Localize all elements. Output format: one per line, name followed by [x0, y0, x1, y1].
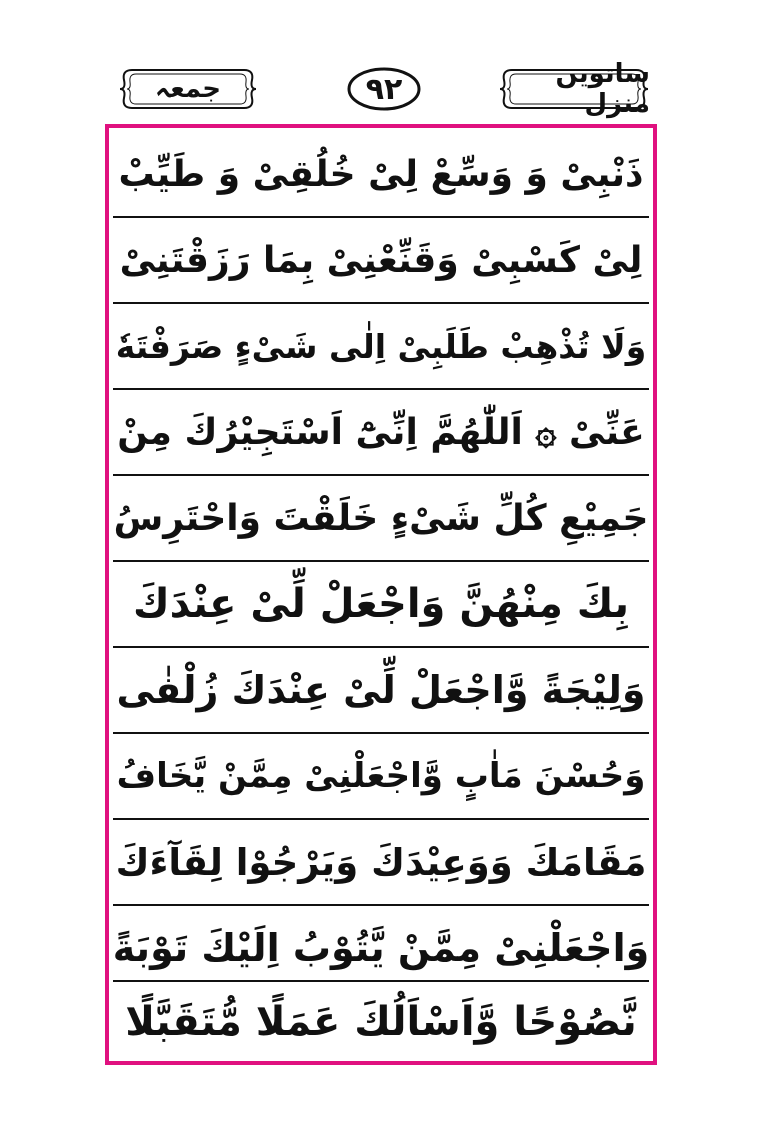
day-label-frame	[118, 64, 258, 114]
page-number-frame	[346, 66, 422, 112]
text-line-11: نَّصُوْحًا وَّاَسْاَلُكَ عَمَلًا مُّتَقَبَّلًا	[125, 999, 637, 1045]
manzil-label: ساتویں منزل	[555, 59, 650, 119]
page-number: ٩٢	[365, 71, 403, 107]
text-line-9: مَقَامَكَ وَوَعِیْدَكَ وَیَرْجُوْا لِقَآءَكَ	[115, 840, 647, 884]
text-line-5: جَمِیْعِ كُلِّ شَیْءٍ خَلَقْتَ وَاحْتَرِسُ	[113, 497, 649, 539]
text-line-2: لِیْ كَسْبِیْ وَقَنِّعْنِیْ بِمَا رَزَقْتَنِیْ	[119, 239, 643, 281]
text-line-6: بِكَ مِنْهُنَّ وَاجْعَلْ لِّیْ عِنْدَكَ	[132, 581, 630, 627]
page-header	[0, 58, 772, 122]
text-line-8: وَحُسْنَ مَاٰبٍ وَّاجْعَلْنِیْ مِمَّنْ یَّخَافُ	[116, 756, 646, 796]
text-line-4: عَنِّیْ ۞ اَللّٰهُمَّ اِنِّیْٓ اَسْتَجِیْرُكَ مِنْ	[117, 411, 645, 453]
text-frame	[105, 124, 657, 1065]
text-line-1: ذَنْبِیْ وَ وَسِّعْ لِیْ خُلُقِیْ وَ طَیِّبْ	[118, 153, 644, 195]
text-line-3: وَلَا تُذْهِبْ طَلَبِیْ اِلٰی شَیْءٍ صَرَفْتَهٗ	[115, 326, 647, 366]
text-lines	[113, 132, 649, 1057]
text-line-10: وَاجْعَلْنِیْ مِمَّنْ یَّتُوْبُ اِلَیْكَ تَوْبَةً	[113, 926, 649, 970]
manzil-label-frame	[498, 59, 650, 119]
text-line-7: وَلِیْجَةً وَّاجْعَلْ لِّیْ عِنْدَكَ زُلْفٰی	[116, 668, 646, 712]
day-label: جمعہ	[154, 74, 222, 104]
